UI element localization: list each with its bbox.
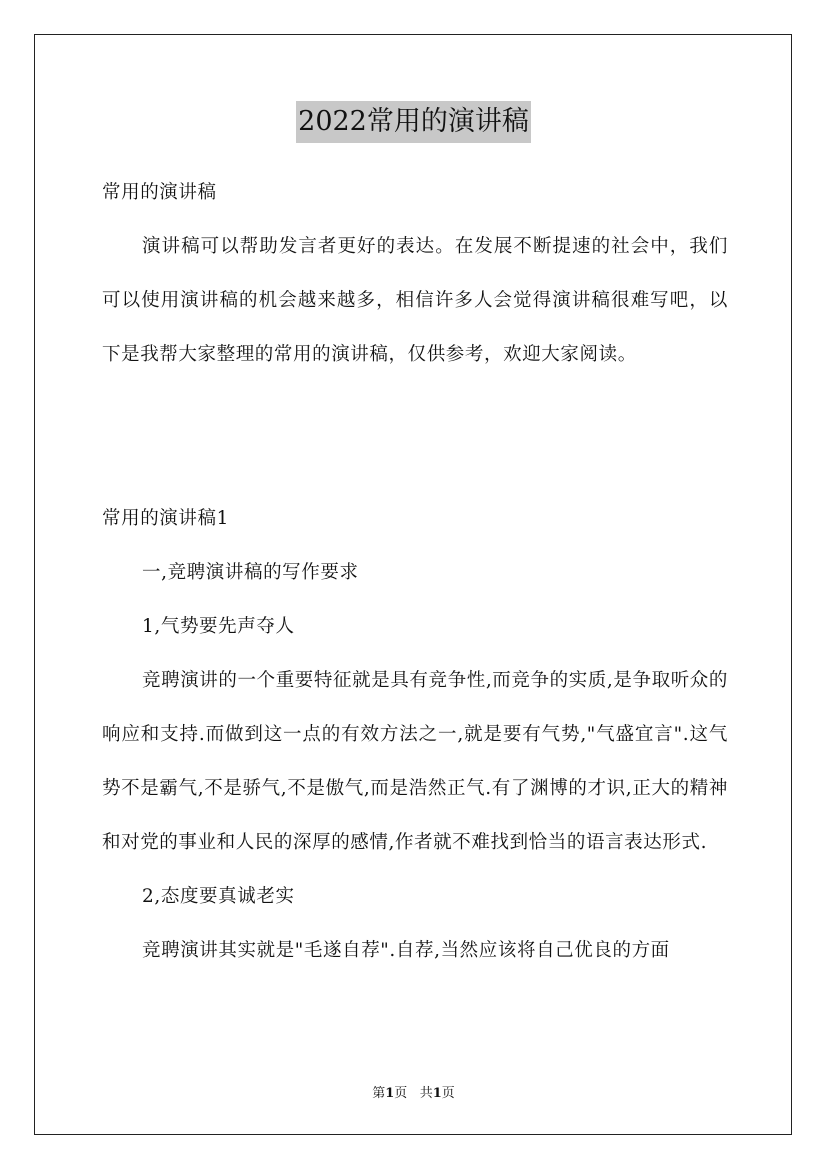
point2-paragraph: 竞聘演讲其实就是"毛遂自荐".自荐,当然应该将自己优良的方面 — [142, 940, 670, 961]
intro-paragraph: 演讲稿可以帮助发言者更好的表达。在发展不断提速的社会中，我们可以使用演讲稿的机会越来越多，相信许多人会觉得演讲稿很难写吧，以下是我帮大家整理的常用的演讲稿，仅供参考，欢迎大家阅读。 — [102, 236, 728, 365]
section-title: 常用的演讲稿1 — [102, 508, 229, 529]
page-footer — [0, 1082, 827, 1101]
page-label-prefix: 第 — [372, 1086, 386, 1101]
point1-paragraph: 竞聘演讲的一个重要特征就是具有竞争性,而竞争的实质,是争取听众的响应和支持.而做到这一点的有效方法之一,就是要有气势,"气盛宜言".这气势不是霸气,不是骄气,不是傲气,而是浩然正气.有了渊博的才识,正大的精神和对党的事业和人民的深厚的感情,作者就不难找到恰当的语言表达形式. — [102, 670, 728, 853]
title-wrap — [0, 101, 827, 143]
part-heading: 一,竞聘演讲稿的写作要求 — [142, 562, 359, 583]
intro-block — [102, 166, 728, 382]
page-label-suffix: 页 — [394, 1086, 408, 1101]
point2-heading: 2,态度要真诚老实 — [142, 886, 295, 907]
section-block — [102, 492, 728, 978]
page-number: 1 — [385, 1086, 395, 1101]
total-label-prefix: 共 — [419, 1086, 433, 1101]
total-pages: 1 — [432, 1086, 442, 1101]
point1-heading: 1,气势要先声夺人 — [142, 616, 295, 637]
total-label-suffix: 页 — [441, 1086, 455, 1101]
subheading: 常用的演讲稿 — [102, 182, 217, 203]
document-title: 2022常用的演讲稿 — [296, 101, 531, 143]
